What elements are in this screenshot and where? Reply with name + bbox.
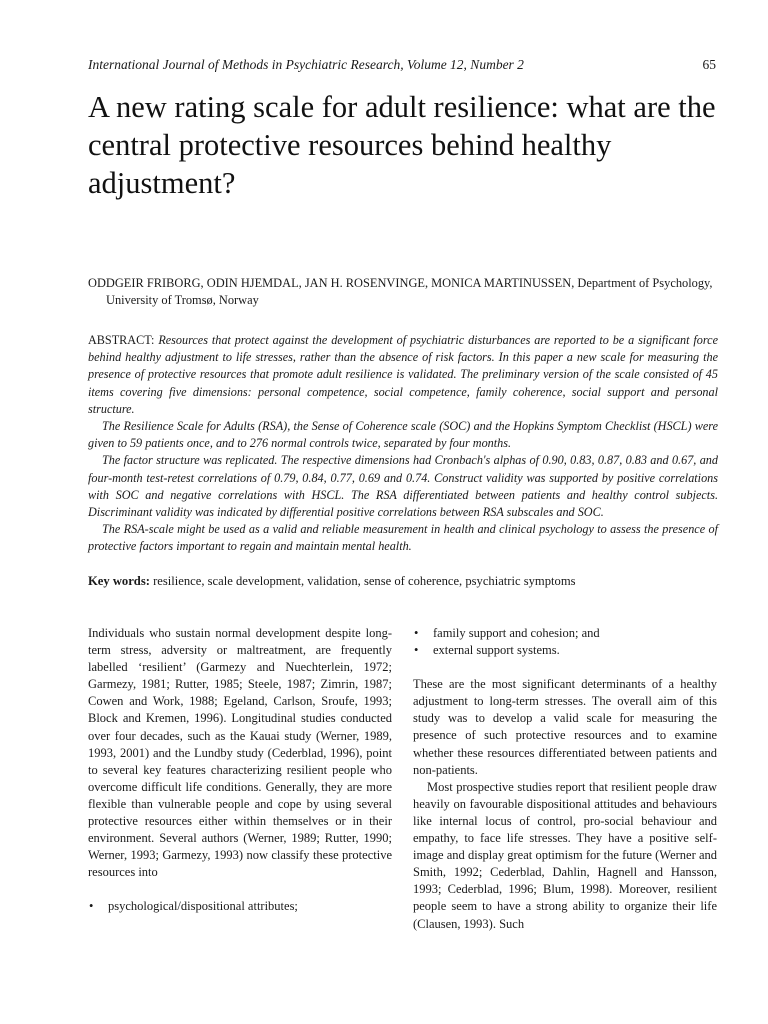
list-item-text: external support systems. [433,643,560,658]
keywords-text: resilience, scale development, validation, sense of coherence, psychiatric symptoms [153,574,576,588]
author-block [88,275,736,309]
body-column-left [88,625,392,916]
author-names: ODDGEIR FRIBORG, ODIN HJEMDAL, JAN H. ROSENVINGE, MONICA MARTINUSSEN, [88,276,575,290]
keywords-label: Key words: [88,574,150,588]
running-head [88,56,718,74]
journal-citation: International Journal of Methods in Psychiatric Research, Volume 12, Number 2 [88,57,524,72]
abstract-paragraph: The Resilience Scale for Adults (RSA), the Sense of Coherence scale (SOC) and the Hopkins Symptom Checklist (HSCL) were given to 59 patients once, and to 276 normal controls twice, separated by four months. [88,419,718,451]
abstract-paragraph [88,332,718,418]
page-number: 65 [702,57,716,72]
abstract-text: Resources that protect against the development of psychiatric disturbances are reported to be a significant force behind healthy adjustment to life stresses, rather than the absence of risk factors. In this paper a new scale for measuring the presence of protective resources that promote adult resilience is validated. The preliminary version of the scale consisted of 45 items covering five dimensions: personal competence, social competence, family coherence, social support and personal structure. [88,333,719,416]
body-paragraph: Most prospective studies report that resilient people draw heavily on favourable dispositional attitudes and behaviours like internal locus of control, pro-social behaviour and empathy, to face life stresses. They have a positive self-image and display great optimism for the future (Werner and Smith, 1992; Cederblad, Dahlin, Hagnell and Hansson, 1993; Cederblad, 1996; Blum, 1998). Moreover, resilient people seem to have a strong ability to organize their life (Clausen, 1993). Such [413,779,717,931]
list-item [413,625,717,642]
abstract-paragraph: The factor structure was replicated. The respective dimensions had Cronbach's alphas of 0.90, 0.83, 0.87, 0.83 and 0.67, and four-month test-retest correlations of 0.79, 0.84, 0.77, 0.69 and 0.74. Construct validity was supported by positive correlations with SOC and negative correlations with HSCL. The RSA differentiated between patients and healthy control subjects. Discriminant validity was indicated by differential positive correlations between RSA subscales and SOC. [88,453,718,520]
protective-resources-list [88,898,392,915]
list-item [88,898,392,915]
abstract-paragraph: The RSA-scale might be used as a valid and reliable measurement in health and clinical psychology to assess the presence of protective factors important to regain and maintain mental health. [88,522,718,554]
bullet-icon: • [414,643,419,658]
article-title: A new rating scale for adult resilience: what are the central protective resources behind healthy adjustment? [88,90,716,200]
list-item [413,642,717,659]
list-item-text: psychological/dispositional attributes; [108,899,298,914]
abstract-label: ABSTRACT: [88,333,155,347]
author-affiliation: Department of Psychology, University of Tromsø, Norway [106,276,713,307]
body-paragraph: Individuals who sustain normal development despite long-term stress, adversity or maltreatment, are frequently labelled ‘resilient’ (Garmezy and Nuechterlein, 1972; Garmezy, 1981; Rutter, 1985; Steele, 1987; Zimrin, 1987; Cowen and Work, 1988; Egeland, Carlson, Sroufe, 1993; Block and Kremen, 1996). Longitudinal studies conducted over four decades, such as the Kauai study (Werner, 1989, 1993, 2001) and the Lundby study (Cederblad, 1996), point to several key features characterizing resilient people who overcome difficult life conditions. Generally, they are more flexible than vulnerable people and cope by using several protective resources either within themselves or in their environment. Several authors (Werner, 1989; Rutter, 1990; Werner, 1993; Garmezy, 1993) now classify these protective resources into [88,626,392,880]
list-item-text: family support and cohesion; and [433,626,600,640]
abstract [88,332,718,556]
bullet-icon: • [89,899,94,914]
keywords [88,573,718,590]
body-paragraph: These are the most significant determinants of a healthy adjustment to long-term stresses. The overall aim of this study was to develop a valid scale for measuring the presence of such protective resources and to examine whether these resources differentiated between patients and non-patients. [413,677,717,777]
bullet-icon: • [414,626,419,640]
body-column-right [413,625,717,933]
protective-resources-list-continued [413,625,717,659]
